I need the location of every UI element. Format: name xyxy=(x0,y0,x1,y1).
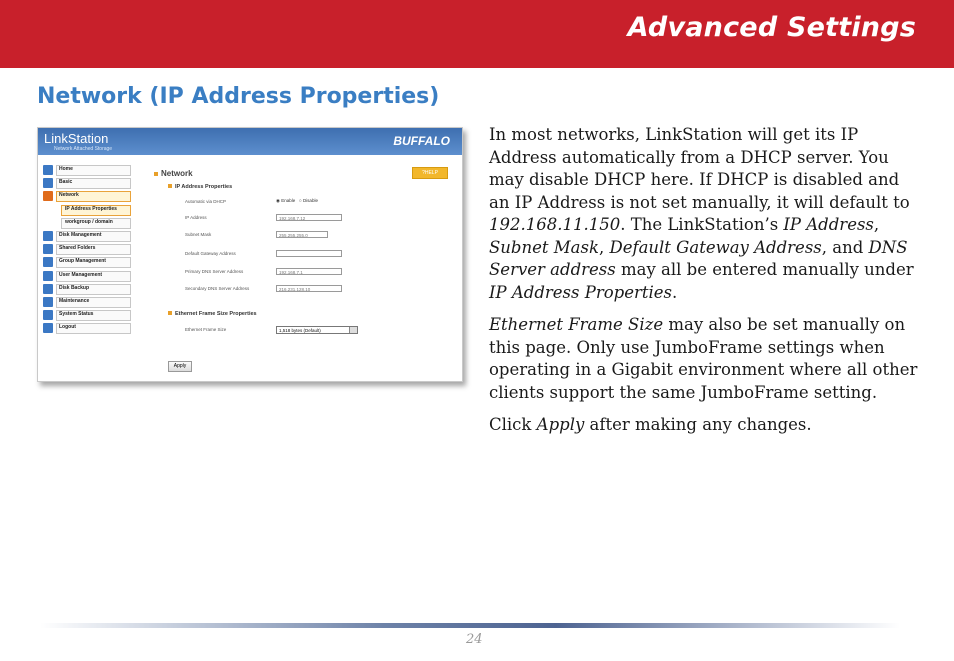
home-icon xyxy=(43,165,53,175)
buffalo-logo: BUFFALO xyxy=(393,134,450,148)
secondary-dns-label: Secondary DNS Server Address xyxy=(185,286,250,291)
nav-item-disk-backup[interactable]: Disk Backup xyxy=(41,284,129,295)
nav-item-basic[interactable]: Basic xyxy=(41,178,129,189)
group-icon xyxy=(43,257,53,267)
nav-item-logout[interactable]: Logout xyxy=(41,323,129,334)
paragraph-ip: In most networks, LinkStation will get its IP Address automatically from a DHCP server. You may disable DHCP here. If DHCP is disabled and an IP Address is not set manually, it will default to 192.168.11.150. The LinkStation’s IP Address, Subnet Mask, Default Gateway Address, and DNS Server address may all be entered manually under IP Address Properties. xyxy=(489,125,914,302)
nav-item-shared-folders[interactable]: Shared Folders xyxy=(41,244,129,255)
gateway-label: Default Gateway Address xyxy=(185,251,236,256)
nav-item-user-management[interactable]: User Management xyxy=(41,271,129,282)
nav-item-workgroup-domain[interactable]: workgroup / domain xyxy=(41,218,129,229)
nav-item-home[interactable]: Home xyxy=(41,165,129,176)
secondary-dns-input[interactable]: 216.231.128.10 xyxy=(276,285,342,292)
network-icon xyxy=(43,191,53,201)
bullet-icon xyxy=(168,311,172,315)
nav-item-disk-management[interactable]: Disk Management xyxy=(41,231,129,242)
frame-size-label: Ethernet Frame Size xyxy=(185,327,227,332)
gateway-input[interactable] xyxy=(276,250,342,257)
linkstation-logo-sub: Network Attached Storage xyxy=(54,146,113,152)
screenshot-sidebar xyxy=(41,165,129,336)
subnet-mask-select[interactable]: 255.255.255.0 xyxy=(276,231,328,238)
primary-dns-label: Primary DNS Server Address xyxy=(185,269,244,274)
header-title: Advanced Settings xyxy=(627,12,916,43)
nav-item-ip-address-properties[interactable]: IP Address Properties xyxy=(41,205,129,216)
ip-section-title: IP Address Properties xyxy=(168,184,232,190)
frame-section-title: Ethernet Frame Size Properties xyxy=(168,311,257,317)
dhcp-radio-group xyxy=(276,198,318,204)
footer-divider xyxy=(40,623,900,628)
nav-item-group-management[interactable]: Group Management xyxy=(41,257,129,268)
network-page-title: Network xyxy=(154,169,193,178)
backup-icon xyxy=(43,284,53,294)
wrench-icon xyxy=(43,297,53,307)
folder-icon xyxy=(43,244,53,254)
page-number: 24 xyxy=(466,632,483,647)
paragraph-frame-size: Ethernet Frame Size may also be set manually on this page. Only use JumboFrame settings when operating in a Gigabit environment where all other clients support the same JumboFrame setting. xyxy=(489,315,918,402)
user-icon xyxy=(43,271,53,281)
linkstation-screenshot xyxy=(37,127,463,382)
status-icon xyxy=(43,310,53,320)
nav-item-system-status[interactable]: System Status xyxy=(41,310,129,321)
dhcp-label: Automatic via DHCP xyxy=(185,199,227,204)
help-button[interactable]: ?HELP xyxy=(412,167,448,179)
dhcp-disable-radio[interactable]: ○ Disable xyxy=(298,198,318,203)
linkstation-logo: LinkStation xyxy=(44,131,109,146)
nav-item-network[interactable]: Network xyxy=(41,191,129,202)
chevron-down-icon xyxy=(349,327,357,333)
paragraph-apply: Click Apply after making any changes. xyxy=(489,415,812,434)
logout-icon xyxy=(43,323,53,333)
apply-button[interactable]: Apply xyxy=(168,361,192,372)
bullet-icon xyxy=(168,184,172,188)
ip-address-input[interactable]: 192.168.7.12 xyxy=(276,214,342,221)
screenshot-header xyxy=(38,128,462,155)
subnet-mask-label: Subnet Mask xyxy=(185,232,212,237)
gear-icon xyxy=(43,178,53,188)
bullet-icon xyxy=(154,172,158,176)
frame-size-select[interactable]: 1,518 bytes (Default) xyxy=(276,326,358,334)
primary-dns-input[interactable]: 192.168.7.1 xyxy=(276,268,342,275)
header-banner xyxy=(0,0,954,68)
ip-address-label: IP Address xyxy=(185,215,207,220)
nav-item-maintenance[interactable]: Maintenance xyxy=(41,297,129,308)
screenshot-main xyxy=(148,165,456,375)
disk-icon xyxy=(43,231,53,241)
dhcp-enable-radio[interactable]: ◉ Enable xyxy=(276,198,296,203)
body-text xyxy=(489,124,921,447)
section-title: Network (IP Address Properties) xyxy=(37,84,440,109)
